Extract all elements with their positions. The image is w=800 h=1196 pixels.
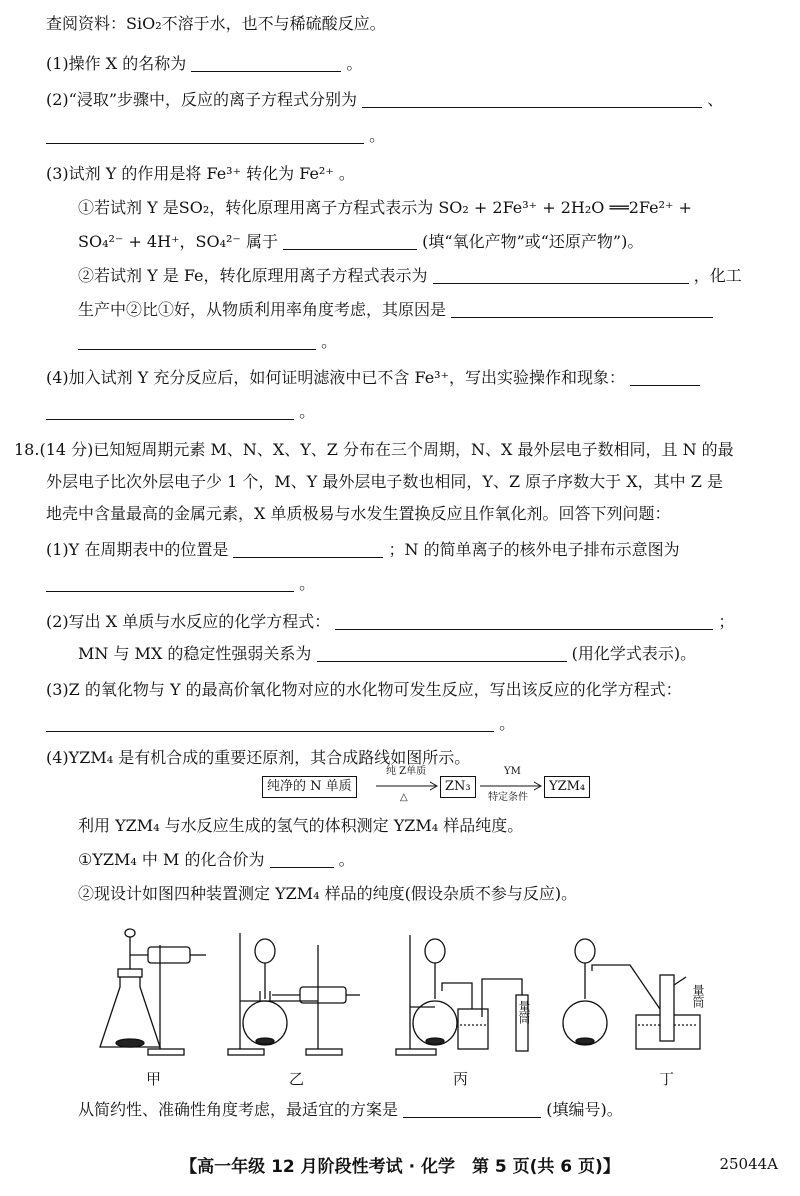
apparatus-label-jia: 甲 [146,1070,162,1088]
q1-line [46,52,780,76]
q2-text: (2)“浸取”步骤中，反应的离子方程式分别为 [46,90,358,109]
apparatus-label-yi: 乙 [289,1070,305,1088]
q2-sep: 、 [707,90,724,109]
sub1-answer-blank-1[interactable] [233,541,383,558]
sub2-line [46,610,780,634]
sub4-end-c: 。 [338,850,355,869]
sub4-text-f: 从简约性、准确性角度考虑，最适宜的方案是 [78,1100,399,1119]
q4-end: 。 [299,402,316,421]
q4-answer-blank-2[interactable] [46,403,294,420]
q3-1-line-2 [78,230,780,254]
sub2-text: (2)写出 X 单质与水反应的化学方程式： [46,612,331,631]
q3-2-line-2 [78,298,780,322]
q2-line-2 [46,124,780,148]
sub4-line-4: ②现设计如图四种装置测定 YZM₄ 样品的纯度(假设杂质不参与反应)。 [78,884,578,903]
sub2-line-2 [78,642,780,666]
sub4-line-2: 利用 YZM₄ 与水反应生成的氢气的体积测定 YZM₄ 样品纯度。 [78,816,524,835]
sub1-end: 。 [299,574,316,593]
q3-2-line [78,264,780,288]
paper-code: 25044A [719,1155,778,1173]
q1-answer-blank[interactable] [191,55,341,72]
q3-2-answer-blank-3[interactable] [78,333,316,350]
problem-18-line-1: 18.(14 分)已知短周期元素 M、N、X、Y、Z 分布在三个周期，N、X 最外层电子数相同，且 N 的最 [14,440,734,459]
q4-line [46,366,780,390]
sub2-answer-blank-1[interactable] [335,613,713,630]
route-start-box: 纯净的 N 单质 [262,776,357,798]
q2-end: 。 [369,126,386,145]
sub4-line-3 [78,848,780,872]
route-arrow2-top: YM [504,766,521,777]
q2-answer-blank-1[interactable] [362,91,702,108]
sub1-text: (1)Y 在周期表中的位置是 [46,540,229,559]
sub1-line [46,538,780,562]
route-mid-box: ZN₃ [440,776,476,798]
q1-text: (1)操作 X 的名称为 [46,54,187,73]
q3-2-answer-blank-1[interactable] [433,267,689,284]
sub4-hint: (填编号)。 [546,1100,623,1119]
sub3-line: (3)Z 的氧化物与 Y 的最高价氧化物对应的水化物可发生反应，写出该反应的化学方程式： [46,680,682,699]
sub2-answer-blank-2[interactable] [317,645,567,662]
q3-1-answer-blank[interactable] [283,233,417,250]
q3-2-end: 。 [321,332,338,351]
apparatus-ding [563,939,700,1049]
problem-18-line-2: 外层电子比次外层电子少 1 个，M、Y 最外层电子数也相同，Y、Z 原子序数大于 X，其中 Z 是 [46,472,723,491]
sub3-answer-blank[interactable] [46,715,494,732]
q4-answer-blank-1[interactable] [630,369,700,386]
sub2-text-2: MN 与 MX 的稳定性强弱关系为 [78,644,312,663]
apparatus-yi [228,933,360,1055]
sub4-line: (4)YZM₄ 是有机合成的重要还原剂，其合成路线如图所示。 [46,748,471,767]
sub4-final-line [78,1098,780,1122]
route-arrow2-bottom: 特定条件 [488,792,528,803]
sub4-text-c: ①YZM₄ 中 M 的化合价为 [78,850,265,869]
apparatus-label-ding: 丁 [659,1070,675,1088]
q3-1-line: ①若试剂 Y 是SO₂，转化原理用离子方程式表示为 SO₂ + 2Fe³⁺ + 2H₂O ══2Fe²⁺ + [78,198,692,217]
apparatus-bing [396,935,531,1055]
apparatus-label-bing: 丙 [453,1070,469,1088]
sub2-hint: (用化学式表示)。 [571,644,697,663]
problem-18-line-3: 地壳中含量最高的金属元素，X 单质极易与水发生置换反应且作氧化剂。回答下列问题： [46,504,671,523]
apparatus-jia [100,929,206,1055]
q1-end: 。 [346,54,363,73]
q3-2-text-3: 生产中②比①好，从物质利用率角度考虑，其原因是 [78,300,447,319]
q2-line [46,88,780,112]
q4-text: (4)加入试剂 Y 充分反应后，如何证明滤液中已不含 Fe³⁺，写出实验操作和现象： [46,368,626,387]
page-footer: 【高一年级 12 月阶段性考试 · 化学 第 5 页(共 6 页)】 [180,1157,620,1177]
q2-answer-blank-2[interactable] [46,127,364,144]
sub2-sep: ； [718,612,735,631]
ding-cylinder-label: 量筒 [691,984,705,1008]
q3-2-answer-blank-2[interactable] [451,301,713,318]
apparatus-figure [90,925,730,1065]
route-arrow1-bottom: △ [400,792,408,803]
q3-1-hint: (填“氧化产物”或“还原产物”)。 [422,232,644,251]
q3-2-line-3 [78,330,780,354]
sub4-answer-blank-2[interactable] [403,1101,541,1118]
q3-line: (3)试剂 Y 的作用是将 Fe³⁺ 转化为 Fe²⁺ 。 [46,164,355,183]
synthesis-route-diagram [262,768,592,808]
route-end-box: YZM₄ [544,776,590,798]
q3-1-text: SO₄²⁻ + 4H⁺，SO₄²⁻ 属于 [78,232,278,251]
sub3-line-2 [46,712,780,736]
bing-cylinder-label: 量筒 [517,1000,531,1024]
reference-note: 查阅资料：SiO₂不溶于水，也不与稀硫酸反应。 [46,14,386,33]
sub1-answer-blank-2[interactable] [46,575,294,592]
sub1-text-2: ；N 的简单离子的核外电子排布示意图为 [388,540,680,559]
sub3-end: 。 [499,714,516,733]
q3-2-text: ②若试剂 Y 是 Fe，转化原理用离子方程式表示为 [78,266,428,285]
q3-2-text-2: ，化工 [693,266,742,285]
sub4-answer-blank-1[interactable] [270,851,334,868]
q4-line-2 [46,400,780,424]
sub1-line-2 [46,572,780,596]
route-arrow1-top: 纯 Z单质 [386,766,427,777]
